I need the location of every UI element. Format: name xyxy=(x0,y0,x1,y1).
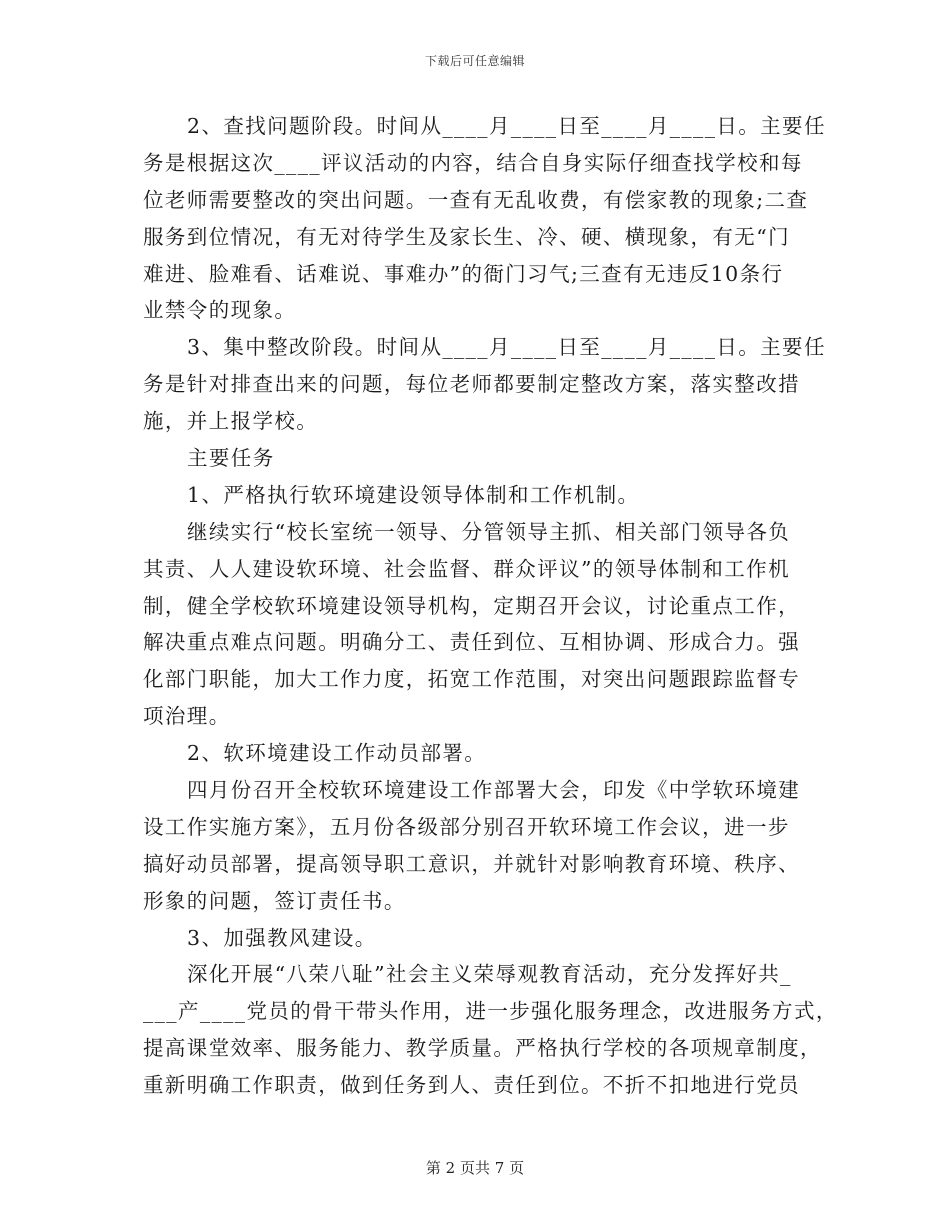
text-line: 3、集中整改阶段。时间从____月____日至____月____日。主要任 xyxy=(187,335,826,360)
text-line: 形象的问题，签订责任书。 xyxy=(143,888,406,913)
document-body xyxy=(143,108,838,1104)
text-line: 位老师需要整改的突出问题。一查有无乱收费，有偿家教的现象;二查 xyxy=(143,187,809,212)
page-footer: 第 2 页共 7 页 xyxy=(425,1159,525,1177)
text-line: 设工作实施方案》，五月份各级部分别召开软环境工作会议，进一步 xyxy=(143,814,790,839)
text-line: 服务到位情况，有无对待学生及家长生、冷、硬、横现象，有无“门 xyxy=(143,224,790,249)
text-line: 难进、脸难看、话难说、事难办”的衙门习气;三查有无违反10条行 xyxy=(143,261,784,286)
text-line: 1、严格执行软环境建设领导体制和工作机制。 xyxy=(187,482,640,507)
text-line: 提高课堂效率、服务能力、教学质量。严格执行学校的各项规章制度， xyxy=(143,1036,822,1061)
text-line: 化部门职能，加大工作力度，拓宽工作范围，对突出问题跟踪监督专 xyxy=(143,667,800,692)
text-line: 务是根据这次____评议活动的内容，结合自身实际仔细查找学校和每 xyxy=(143,150,803,175)
text-line: 搞好动员部署，提高领导职工意识，并就针对影响教育环境、秩序、 xyxy=(143,851,800,876)
text-line: 四月份召开全校软环境建设工作部署大会，印发《中学软环境建 xyxy=(187,778,801,803)
text-line: 业禁令的现象。 xyxy=(143,298,297,323)
page-header: 下载后可任意编辑 xyxy=(424,54,525,68)
text-line: 其责、人人建设软环境、社会监督、群众评议”的领导体制和工作机 xyxy=(143,556,790,581)
text-line: 2、查找问题阶段。时间从____月____日至____月____日。主要任 xyxy=(187,114,826,138)
text-line: 解决重点难点问题。明确分工、责任到位、互相协调、形成合力。强 xyxy=(143,630,800,655)
section-heading: 主要任务 xyxy=(187,446,275,471)
text-line: 继续实行“校长室统一领导、分管领导主抓、相关部门领导各负 xyxy=(187,519,791,544)
text-line: 重新明确工作职责，做到任务到人、责任到位。不折不扣地进行党员 xyxy=(143,1073,800,1098)
text-line: 3、加强教风建设。 xyxy=(187,925,377,950)
text-line: 深化开展“八荣八耻”社会主义荣辱观教育活动，充分发挥好共_ xyxy=(187,962,792,987)
text-line: 项治理。 xyxy=(143,704,231,729)
text-line: ___产____党员的骨干带头作用，进一步强化服务理念，改进服务方式， xyxy=(143,999,838,1024)
text-line: 制，健全学校软环境建设领导机构，定期召开会议，讨论重点工作， xyxy=(143,593,800,618)
text-line: 施，并上报学校。 xyxy=(143,409,319,434)
text-line: 2、软环境建设工作动员部署。 xyxy=(187,741,487,766)
text-line: 务是针对排查出来的问题，每位老师都要制定整改方案，落实整改措 xyxy=(143,372,800,397)
